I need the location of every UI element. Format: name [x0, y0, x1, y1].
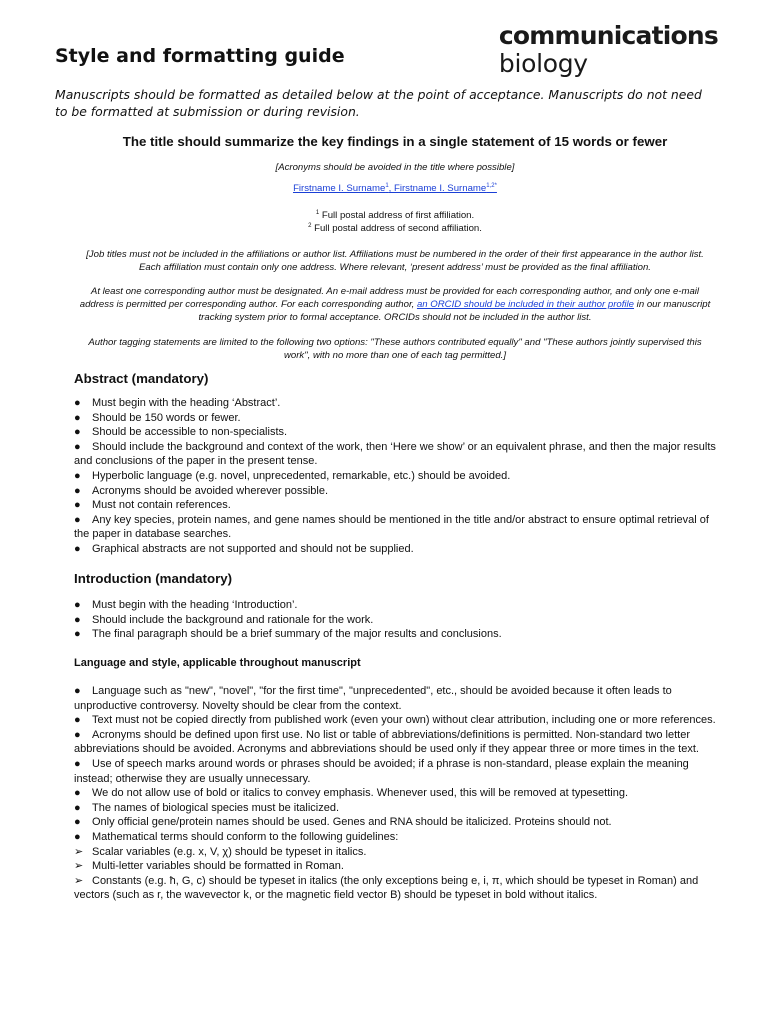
affiliation-1 [74, 209, 716, 222]
list-item-text: Mathematical terms should conform to the following guidelines: [92, 830, 399, 843]
bullet-icon: ● [74, 613, 81, 626]
author-2[interactable] [394, 183, 497, 194]
list-item-text: Acronyms should be defined upon first use. No list or table of abbreviations/definitions is permitted. Non-standard two letter abbreviations should be avoided. Acronyms and abbreviations should be used only if they appear three or more times in the text. [74, 728, 699, 756]
list-item-text: The final paragraph should be a brief summary of the major results and conclusions. [92, 628, 502, 641]
bullet-icon: ● [74, 542, 81, 555]
bullet-icon: ● [74, 499, 81, 512]
bullet-icon: ● [74, 411, 81, 424]
list-item-text: Language such as "new", "novel", "for the first time", "unprecedented", etc., should be avoided because it often leads to unproductive controversy. Novelty should be clear from the context. [74, 685, 672, 712]
list-item-text: Constants (e.g. ħ, G, c) should be typeset in italics (the only exceptions being e, i, π, which should be typeset in Roman) and vectors (such as r, the wavevector k, or the magnetic field vector B) should be typeset in bold without italics. [74, 874, 699, 902]
author-separator: , [388, 183, 394, 194]
list-item-text: Text must not be copied directly from published work (even your own) without clear attribution, including one or more references. [92, 714, 716, 727]
list-item-text: Scalar variables (e.g. x, V, χ) should be typeset in italics. [92, 845, 367, 858]
bullet-icon: ● [74, 757, 81, 770]
list-item [74, 542, 716, 557]
list-item-text: Any key species, protein names, and gene names should be mentioned in the title and/or abstract to ensure optimal retrieval of the paper in database searches. [74, 513, 709, 541]
author-1-affil-sup: 1 [385, 182, 389, 189]
list-item-text: Use of speech marks around words or phrases should be avoided; if a phrase is non-standard, please explain the meaning instead; otherwise they are usually unnecessary. [74, 757, 689, 785]
bullet-icon: ● [74, 397, 81, 409]
list-item [74, 484, 716, 499]
corresponding-note-text: At least one corresponding author must be designated. An e-mail address must be provided for each corresponding author, and only one e-mail address is permitted per corresponding author. For each corresponding author, [79, 286, 700, 310]
list-item [74, 396, 716, 411]
list-item-text: We do not allow use of bold or italics to convey emphasis. Whenever used, this will be removed at typesetting. [92, 787, 629, 800]
list-item-text: Acronyms should be avoided wherever possible. [92, 484, 329, 497]
bullet-icon: ● [74, 787, 81, 800]
bullet-icon: ● [74, 469, 81, 482]
list-item-text: Should be accessible to non-specialists. [92, 426, 288, 439]
list-item [74, 684, 716, 713]
affiliation-2 [74, 222, 716, 235]
abstract-heading: Abstract (mandatory) [74, 371, 209, 386]
bullet-icon: ● [74, 728, 81, 741]
language-list [74, 684, 716, 903]
bullet-icon: ● [74, 801, 81, 814]
list-item [74, 728, 716, 757]
bullet-icon: ● [74, 830, 81, 843]
affiliation-1-sup: 1 [315, 209, 320, 216]
list-item [74, 425, 716, 440]
bullet-icon: ● [74, 628, 81, 641]
list-item-text: Must not contain references. [92, 499, 231, 512]
arrow-bullet-icon: ➢ [74, 874, 84, 887]
affiliation-2-sup: 2 [308, 222, 312, 229]
list-item-text: Multi-letter variables should be formatted in Roman. [92, 860, 344, 873]
logo-line-biology: biology [498, 49, 588, 78]
bullet-icon: ● [74, 484, 81, 497]
bullet-icon: ● [74, 440, 81, 453]
intro-paragraph: Manuscripts should be formatted as detailed below at the point of acceptance. Manuscripts do not need to be formatted at submission or during revision. [55, 87, 702, 119]
logo-line-communications: communications [498, 21, 718, 50]
author-1[interactable] [293, 183, 389, 194]
affiliation-1-text: Full postal address of first affiliation. [321, 210, 475, 221]
list-item [74, 757, 716, 786]
introduction-list [74, 598, 716, 642]
arrow-bullet-icon: ➢ [74, 860, 84, 873]
author-2-name[interactable]: Firstname I. Surname [394, 183, 487, 194]
bullet-icon: ● [74, 714, 81, 727]
list-item [74, 801, 716, 816]
list-item [74, 498, 716, 513]
list-item [74, 411, 716, 426]
list-item-text: Must begin with the heading ‘Abstract’. [92, 397, 281, 409]
list-item [74, 786, 716, 801]
list-item-text: Hyperbolic language (e.g. novel, unprecedented, remarkable, etc.) should be avoided. [92, 469, 511, 482]
corresponding-author-note [74, 285, 716, 324]
list-item [74, 713, 716, 728]
abstract-list [74, 396, 716, 557]
language-section [74, 657, 716, 903]
introduction-heading: Introduction (mandatory) [74, 571, 233, 586]
list-item-text: Should be 150 words or fewer. [92, 411, 241, 424]
author-list [74, 183, 716, 194]
language-heading: Language and style, applicable throughout manuscript [74, 657, 361, 669]
manuscript-title-guideline: The title should summarize the key findings in a single statement of 15 words or fewer [122, 134, 668, 149]
orcid-link[interactable]: an ORCID should be included in their author profile [416, 299, 635, 310]
journal-logo [499, 22, 718, 78]
list-item-text: Graphical abstracts are not supported and should not be supplied. [92, 542, 414, 555]
author-2-affil-sup: 1,2* [486, 182, 497, 189]
list-item [74, 613, 716, 628]
list-item [74, 830, 716, 845]
list-item [74, 815, 716, 830]
bullet-icon: ● [74, 426, 81, 439]
abstract-section [74, 371, 716, 557]
acronym-note: [Acronyms should be avoided in the title where possible] [275, 162, 515, 173]
list-item-text: The names of biological species must be italicized. [92, 801, 340, 814]
list-item [74, 469, 716, 484]
list-item-text: Must begin with the heading ‘Introduction’. [92, 599, 298, 611]
list-item [74, 874, 716, 903]
list-item-text: Should include the background and context of the work, then ‘Here we show’ or an equivalent phrase, and then the major results and conclusions of the paper in the present tense. [74, 440, 716, 468]
bullet-icon: ● [74, 685, 81, 697]
document-title: Style and formatting guide [55, 45, 345, 67]
introduction-section [74, 571, 716, 642]
job-titles-note: [Job titles must not be included in the affiliations or author list. Affiliations must be numbered in the order of their first appearance in the author list. Each affiliation must contain only one address. Where relevant, ‘present address’ must be provided as the final affiliation. [86, 249, 704, 273]
affiliations [74, 209, 716, 235]
affiliation-2-text: Full postal address of second affiliation. [314, 223, 482, 234]
list-item [74, 845, 716, 860]
list-item [74, 440, 716, 469]
list-item [74, 598, 716, 613]
author-1-name[interactable]: Firstname I. Surname [293, 183, 386, 194]
bullet-icon: ● [74, 513, 81, 526]
corresponding-note-text-end: in our manuscript tracking system prior to formal acceptance. ORCIDs should not be included in the author list. [198, 299, 711, 323]
author-tagging-note: Author tagging statements are limited to the following two options: "These authors contributed equally" and "These authors jointly supervised this work", with no more than one of each tag permitted.] [88, 337, 702, 361]
arrow-bullet-icon: ➢ [74, 845, 84, 858]
bullet-icon: ● [74, 599, 81, 611]
list-item [74, 513, 716, 542]
list-item [74, 859, 716, 874]
list-item-text: Should include the background and rationale for the work. [92, 613, 374, 626]
list-item [74, 627, 716, 642]
bullet-icon: ● [74, 816, 81, 829]
list-item-text: Only official gene/protein names should be used. Genes and RNA should be italicized. Proteins should not. [92, 816, 612, 829]
